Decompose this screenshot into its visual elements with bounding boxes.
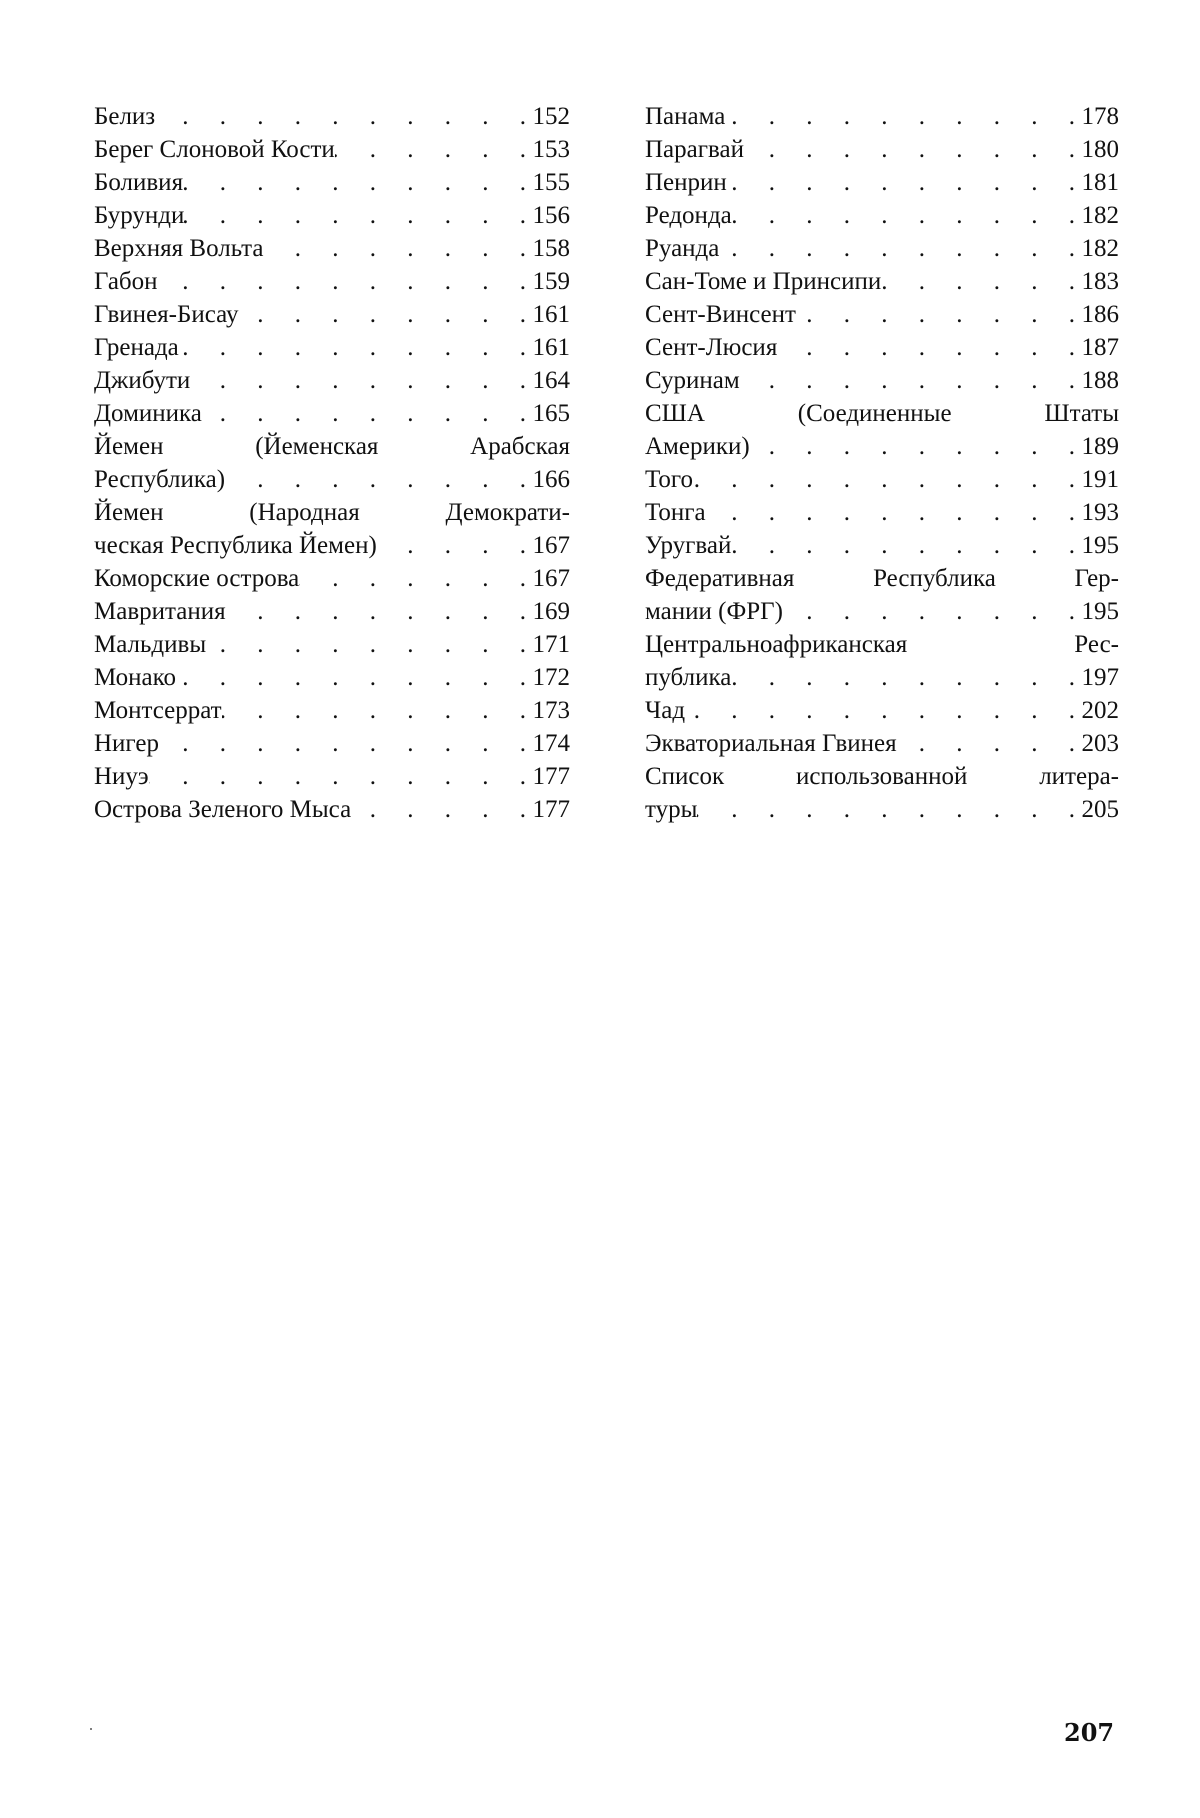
dot-leader: [226, 595, 530, 628]
dot-leader: [264, 232, 531, 265]
toc-entry: [94, 298, 570, 331]
toc-entry: [645, 397, 1119, 463]
toc-entry-title: публика: [645, 661, 731, 694]
toc-entry-title: Сан-Томе и Принсипи: [645, 265, 881, 298]
toc-entry-line: [94, 298, 570, 331]
scan-speck: [90, 1728, 92, 1730]
toc-entry-page: 205: [1079, 793, 1119, 826]
toc-entry-title: Парагвай: [645, 133, 744, 166]
dot-leader: [693, 463, 1079, 496]
toc-entry: [94, 199, 570, 232]
toc-entry-line: [645, 463, 1119, 496]
toc-entry: [94, 232, 570, 265]
toc-entry-page: 186: [1079, 298, 1119, 331]
toc-entry-page: 156: [530, 199, 570, 232]
toc-entry-title: Редонда: [645, 199, 732, 232]
toc-entry: [645, 364, 1119, 397]
toc-entry-page: 195: [1079, 529, 1119, 562]
toc-entry-line-wrapped: [94, 430, 570, 463]
toc-entry-title: Республика): [94, 463, 225, 496]
toc-entry-title: Гренада: [94, 331, 179, 364]
toc-entry-line: [94, 364, 570, 397]
dot-leader: [719, 232, 1079, 265]
toc-entry-line: [645, 232, 1119, 265]
toc-entry-title: Йемен (Народная Демократи-: [94, 496, 570, 529]
dot-leader: [697, 793, 1079, 826]
toc-entry-line: [94, 727, 570, 760]
dot-leader: [176, 661, 530, 694]
dot-leader: [783, 595, 1079, 628]
toc-entry-line: [94, 562, 570, 595]
toc-entry-title: туры: [645, 793, 697, 826]
toc-entry-page: 153: [530, 133, 570, 166]
toc-right-column: [645, 100, 1119, 826]
toc-entry-line: [645, 298, 1119, 331]
toc-entry-title: Панама: [645, 100, 725, 133]
dot-leader: [155, 100, 530, 133]
toc-entry: [645, 529, 1119, 562]
toc-entry: [645, 694, 1119, 727]
toc-entry-title: Сент-Люсия: [645, 331, 777, 364]
toc-entry-line: [645, 595, 1119, 628]
dot-leader: [731, 661, 1079, 694]
toc-entry-line: [645, 529, 1119, 562]
toc-entry-line: [645, 199, 1119, 232]
toc-entry-title: Список использованной литера-: [645, 760, 1119, 793]
toc-entry-page: 166: [530, 463, 570, 496]
toc-entry-title: Гвинея-Бисау: [94, 298, 238, 331]
toc-entry-line-wrapped: [94, 496, 570, 529]
toc-entry: [645, 199, 1119, 232]
toc-entry-line: [645, 364, 1119, 397]
toc-entry: [94, 397, 570, 430]
toc-entry-line: [94, 331, 570, 364]
toc-entry-title: Верхняя Вольта: [94, 232, 264, 265]
toc-entry: [645, 166, 1119, 199]
toc-entry-page: 171: [530, 628, 570, 661]
toc-entry-page: 172: [530, 661, 570, 694]
dot-leader: [351, 793, 530, 826]
dot-leader: [750, 430, 1079, 463]
toc-entry-page: 183: [1079, 265, 1119, 298]
toc-entry-line: [645, 727, 1119, 760]
toc-entry-title: Белиз: [94, 100, 155, 133]
toc-entry-title: США (Соединенные Штаты: [645, 397, 1119, 430]
toc-entry-title: Габон: [94, 265, 158, 298]
toc-entry-page: 152: [530, 100, 570, 133]
toc-entry-title: Америки): [645, 430, 750, 463]
toc-entry-line: [94, 100, 570, 133]
dot-leader: [183, 166, 530, 199]
toc-entry: [94, 166, 570, 199]
toc-entry-page: 167: [530, 529, 570, 562]
toc-entry-title: Пенрин: [645, 166, 727, 199]
toc-entry-page: 173: [530, 694, 570, 727]
toc-entry-title: Того: [645, 463, 693, 496]
toc-left-column: [94, 100, 570, 826]
toc-entry-title: Йемен (Йеменская Арабская: [94, 430, 570, 463]
toc-entry: [94, 628, 570, 661]
toc-entry: [94, 100, 570, 133]
toc-entry-page: 182: [1079, 199, 1119, 232]
toc-entry-page: 155: [530, 166, 570, 199]
toc-entry-line: [645, 430, 1119, 463]
toc-entry-page: 197: [1079, 661, 1119, 694]
dot-leader: [740, 364, 1079, 397]
toc-entry-line: [94, 166, 570, 199]
toc-entry: [645, 100, 1119, 133]
dot-leader: [727, 166, 1079, 199]
toc-entry-page: 159: [530, 265, 570, 298]
toc-entry: [94, 133, 570, 166]
toc-entry-title: Острова Зеленого Мыса: [94, 793, 351, 826]
dot-leader: [731, 529, 1079, 562]
toc-entry: [94, 265, 570, 298]
toc-entry-line: [94, 232, 570, 265]
toc-entry: [645, 232, 1119, 265]
toc-entry-line: [94, 628, 570, 661]
toc-entry-line: [94, 463, 570, 496]
toc-entry-line: [94, 265, 570, 298]
toc-entry-page: 180: [1079, 133, 1119, 166]
toc-entry-title: Уругвай: [645, 529, 731, 562]
toc-entry-page: 191: [1079, 463, 1119, 496]
toc-entry: [645, 760, 1119, 826]
dot-leader: [881, 265, 1079, 298]
toc-entry-page: 177: [530, 760, 570, 793]
toc-entry-page: 158: [530, 232, 570, 265]
toc-entry-title: Сент-Винсент: [645, 298, 796, 331]
toc-entry: [645, 463, 1119, 496]
toc-entry: [94, 595, 570, 628]
dot-leader: [158, 265, 530, 298]
dot-leader: [222, 694, 530, 727]
toc-entry: [645, 562, 1119, 628]
toc-entry-line: [94, 199, 570, 232]
toc-entry: [94, 760, 570, 793]
toc-entry-title: Чад: [645, 694, 685, 727]
toc-entry: [94, 694, 570, 727]
dot-leader: [299, 562, 530, 595]
toc-entry-line: [645, 793, 1119, 826]
toc-entry-page: 202: [1079, 694, 1119, 727]
dot-leader: [159, 727, 530, 760]
toc-entry-page: 188: [1079, 364, 1119, 397]
toc-entry-page: 161: [530, 331, 570, 364]
dot-leader: [796, 298, 1079, 331]
toc-entry: [645, 331, 1119, 364]
toc-entry: [645, 298, 1119, 331]
toc-entry-title: Монтсеррат: [94, 694, 222, 727]
dot-leader: [725, 100, 1079, 133]
toc-entry-line: [645, 265, 1119, 298]
toc-entry-title: Мавритания: [94, 595, 226, 628]
toc-entry-line: [94, 133, 570, 166]
toc-entry-line: [645, 331, 1119, 364]
toc-entry-line: [645, 133, 1119, 166]
toc-entry-line: [645, 661, 1119, 694]
toc-entry-title: Нигер: [94, 727, 159, 760]
dot-leader: [777, 331, 1079, 364]
toc-entry-title: Берег Слоновой Кости: [94, 133, 335, 166]
toc-entry: [645, 133, 1119, 166]
toc-entry-page: 203: [1079, 727, 1119, 760]
toc-entry-line-wrapped: [645, 397, 1119, 430]
dot-leader: [377, 529, 530, 562]
dot-leader: [897, 727, 1079, 760]
toc-entry-title: мании (ФРГ): [645, 595, 783, 628]
dot-leader: [206, 628, 530, 661]
toc-entry-title: Боливия: [94, 166, 183, 199]
toc-entry: [94, 496, 570, 562]
toc-entry-page: 189: [1079, 430, 1119, 463]
page-number: 207: [1064, 1718, 1114, 1747]
toc-entry: [645, 265, 1119, 298]
toc-entry-line: [94, 760, 570, 793]
dot-leader: [238, 298, 530, 331]
toc-entry: [94, 793, 570, 826]
dot-leader: [190, 364, 530, 397]
toc-entry-line: [94, 694, 570, 727]
dot-leader: [184, 199, 530, 232]
toc-entry-line: [645, 100, 1119, 133]
toc-entry: [94, 331, 570, 364]
dot-leader: [149, 760, 530, 793]
toc-entry-line: [94, 529, 570, 562]
toc-entry-title: ческая Республика Йемен): [94, 529, 377, 562]
toc-entry-title: Ниуэ: [94, 760, 149, 793]
toc-entry-page: 181: [1079, 166, 1119, 199]
toc-entry-page: 182: [1079, 232, 1119, 265]
toc-entry-line: [645, 166, 1119, 199]
dot-leader: [732, 199, 1079, 232]
toc-entry-line: [94, 793, 570, 826]
dot-leader: [225, 463, 530, 496]
toc-entry-page: 164: [530, 364, 570, 397]
toc-entry-title: Бурунди: [94, 199, 184, 232]
toc-entry-page: 161: [530, 298, 570, 331]
toc-entry-page: 178: [1079, 100, 1119, 133]
toc-entry-title: Тонга: [645, 496, 706, 529]
toc-entry-page: 195: [1079, 595, 1119, 628]
dot-leader: [179, 331, 530, 364]
toc-entry-page: 193: [1079, 496, 1119, 529]
toc-entry: [94, 364, 570, 397]
toc-entry-line: [94, 397, 570, 430]
toc-entry-title: Доминика: [94, 397, 202, 430]
toc-entry-line: [645, 496, 1119, 529]
toc-entry-title: Руанда: [645, 232, 719, 265]
toc-entry-page: 165: [530, 397, 570, 430]
toc-entry: [94, 562, 570, 595]
toc-entry: [645, 496, 1119, 529]
toc-entry-title: Экваториальная Гвинея: [645, 727, 897, 760]
toc-entry-title: Монако: [94, 661, 176, 694]
toc-entry-page: 177: [530, 793, 570, 826]
toc-entry: [645, 628, 1119, 694]
toc-entry-line-wrapped: [645, 760, 1119, 793]
dot-leader: [202, 397, 530, 430]
toc-entry-line-wrapped: [645, 628, 1119, 661]
dot-leader: [685, 694, 1079, 727]
toc-entry-page: 169: [530, 595, 570, 628]
toc-entry-line: [94, 661, 570, 694]
toc-entry-line-wrapped: [645, 562, 1119, 595]
toc-entry-title: Мальдивы: [94, 628, 206, 661]
toc-entry-title: Центральноафриканская Рес-: [645, 628, 1119, 661]
toc-entry-title: Коморские острова: [94, 562, 299, 595]
dot-leader: [744, 133, 1079, 166]
toc-entry: [645, 727, 1119, 760]
toc-entry-page: 167: [530, 562, 570, 595]
toc-entry: [94, 661, 570, 694]
toc-entry-title: Федеративная Республика Гер-: [645, 562, 1119, 595]
toc-entry-line: [645, 694, 1119, 727]
toc-entry-title: Суринам: [645, 364, 740, 397]
toc-entry-page: 174: [530, 727, 570, 760]
dot-leader: [335, 133, 530, 166]
toc-entry: [94, 430, 570, 496]
dot-leader: [706, 496, 1079, 529]
toc-entry: [94, 727, 570, 760]
toc-entry-line: [94, 595, 570, 628]
toc-entry-title: Джибути: [94, 364, 190, 397]
toc-entry-page: 187: [1079, 331, 1119, 364]
